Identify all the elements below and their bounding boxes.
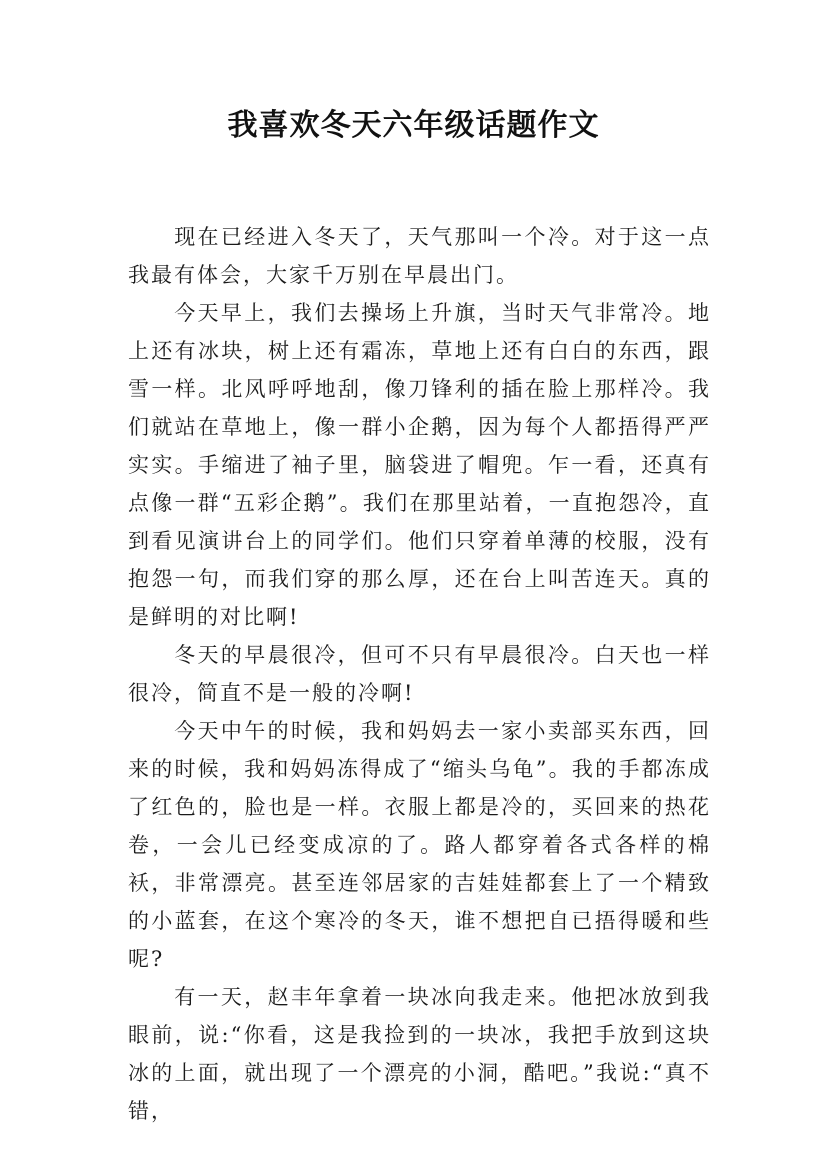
paragraph-3: 冬天的早晨很冷，但可不只有早晨很冷。白天也一样很冷，简直不是一般的冷啊! [128, 643, 711, 705]
paragraph-5: 有一天，赵丰年拿着一块冰向我走来。他把冰放到我眼前，说:“你看，这是我捡到的一块冰，我把手放到这块冰的上面，就出现了一个漂亮的小洞，酷吧。”我说:“真不错， [128, 985, 711, 1123]
paragraph-4: 今天中午的时候，我和妈妈去一家小卖部买东西，回来的时候，我和妈妈冻得成了“缩头乌龟”。我的手都冻成了红色的，脸也是一样。衣服上都是冷的，买回来的热花卷，一会儿已经变成凉的了。路人都穿着各式各样的棉袄，非常漂亮。甚至连邻居家的吉娃娃都套上了一个精致的小蓝套，在这个寒冷的冬天，谁不想把自已捂得暖和些呢? [128, 719, 711, 971]
paragraph-1: 现在已经进入冬天了，天气那叫一个冷。对于这一点我最有体会，大家千万别在早晨出门。 [128, 225, 711, 287]
paragraph-2: 今天早上，我们去操场上升旗，当时天气非常冷。地上还有冰块，树上还有霜冻，草地上还有白白的东西，跟雪一样。北风呼呼地刮，像刀锋利的插在脸上那样冷。我们就站在草地上，像一群小企鹅，因为每个人都捂得严严实实。手缩进了袖子里，脑袋进了帽兜。乍一看，还真有点像一群“五彩企鹅”。我们在那里站着，一直抱怨冷，直到看见演讲台上的同学们。他们只穿着单薄的校服，没有抱怨一句，而我们穿的那么厚，还在台上叫苦连天。真的是鲜明的对比啊! [128, 301, 711, 629]
page-title: 我喜欢冬天六年级话题作文 [227, 108, 600, 143]
essay-body [128, 218, 711, 1130]
